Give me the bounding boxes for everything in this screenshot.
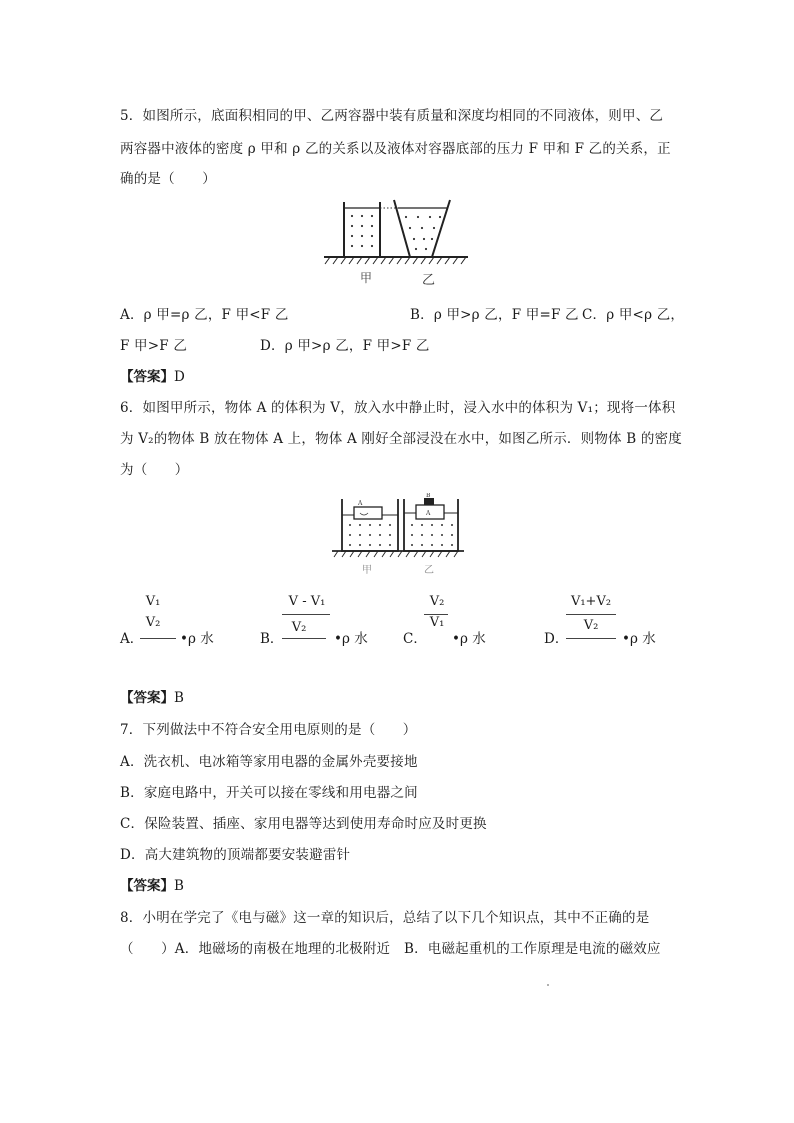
- q6-figure-floating-blocks: [330, 493, 466, 577]
- answer-label: 【答案】: [120, 690, 174, 706]
- q7-option-d: D．高大建筑物的顶端都要安装避雷针: [120, 847, 351, 863]
- answer-label: 【答案】: [120, 369, 174, 385]
- q5-option-c: C．ρ 甲<ρ 乙，: [582, 307, 685, 323]
- fraction-bar: [140, 638, 176, 639]
- q6-fig-block-a-label: A: [358, 500, 363, 507]
- q6-answer: [120, 686, 184, 706]
- q6-option-d-fraction: [566, 594, 622, 642]
- fraction-bar: [566, 614, 616, 615]
- q5-answer: [120, 365, 185, 385]
- q6-fig-block-a2-label: A: [426, 510, 431, 517]
- answer-value: D: [174, 369, 185, 385]
- q7-answer: [120, 874, 184, 894]
- q6-option-d-letter: D．: [544, 631, 569, 647]
- fraction-denominator: V₁: [429, 615, 445, 630]
- q7-option-a: A．洗衣机、电冰箱等家用电器的金属外壳要接地: [120, 754, 418, 770]
- q6-stem-line2: 为 V₂的物体 B 放在物体 A 上，物体 A 刚好全部浸没在水中，如图乙所示．则物体 B 的密度: [120, 431, 682, 447]
- q6-option-a-tail: •ρ 水: [180, 631, 214, 647]
- answer-value: B: [174, 878, 184, 894]
- q6-stem-line3: 为（ ）: [120, 462, 189, 478]
- q6-fig-block-b-label: B: [426, 493, 431, 499]
- q5-stem-line1: 5．如图所示，底面积相同的甲、乙两容器中装有质量和深度均相同的不同液体，则甲、乙: [120, 108, 664, 124]
- answer-value: B: [174, 690, 184, 706]
- q5-figure-containers: [322, 196, 470, 288]
- fraction-numerator: V₁: [145, 594, 161, 609]
- q6-option-a-fraction: [140, 594, 166, 642]
- q6-option-c-letter: C．: [403, 631, 427, 647]
- q6-option-b-letter: B．: [260, 631, 284, 647]
- q5-fig-label-yi: 乙: [422, 273, 436, 288]
- q6-fig-label-yi: 乙: [424, 565, 434, 576]
- q6-stem-line1: 6．如图甲所示，物体 A 的体积为 V，放入水中静止时，浸入水中的体积为 V₁；现将一体积: [120, 400, 676, 416]
- fraction-numerator: V - V₁: [288, 594, 326, 609]
- q6-option-d-tail: •ρ 水: [622, 631, 656, 647]
- fraction-underline: [282, 638, 326, 639]
- q8-stem-line1: 8．小明在学完了《电与磁》这一章的知识后，总结了以下几个知识点，其中不正确的是: [120, 910, 650, 926]
- q5-stem-line3: 确的是（ ）: [120, 171, 216, 187]
- stray-mark: [547, 984, 549, 986]
- q6-option-b-tail: •ρ 水: [334, 631, 368, 647]
- q5-option-b: B．ρ 甲>ρ 乙，F 甲=F 乙: [410, 307, 579, 323]
- fraction-underline: [566, 638, 616, 639]
- q6-option-a-letter: A．: [120, 631, 144, 647]
- q7-option-b: B．家庭电路中，开关可以接在零线和用电器之间: [120, 785, 418, 801]
- fraction-denominator: V₂: [291, 620, 307, 635]
- q5-option-c-cont: F 甲>F 乙: [120, 338, 188, 354]
- q5-fig-label-jia: 甲: [360, 271, 373, 285]
- q5-option-d: D．ρ 甲>ρ 乙，F 甲>F 乙: [260, 338, 430, 354]
- q7-option-c: C．保险装置、插座、家用电器等达到使用寿命时应及时更换: [120, 816, 487, 832]
- fraction-denominator: V₂: [583, 618, 599, 633]
- fraction-numerator: V₁+V₂: [570, 594, 612, 609]
- answer-label: 【答案】: [120, 878, 174, 894]
- fraction-bar: [282, 614, 330, 615]
- q8-stem-line2: （ ）A．地磁场的南极在地理的北极附近 B．电磁起重机的工作原理是电流的磁效应: [120, 941, 661, 957]
- q6-option-b-fraction: [282, 594, 338, 642]
- q6-option-c-tail: •ρ 水: [452, 631, 486, 647]
- q6-fig-label-jia: 甲: [362, 565, 372, 576]
- q7-stem: 7．下列做法中不符合安全用电原则的是（ ）: [120, 722, 417, 738]
- fraction-denominator: V₂: [145, 615, 161, 630]
- fraction-numerator: V₂: [429, 594, 445, 609]
- q6-option-c-fraction: [424, 594, 450, 642]
- q5-option-a: A．ρ 甲=ρ 乙，F 甲<F 乙: [120, 307, 289, 323]
- q5-stem-line2: 两容器中液体的密度 ρ 甲和 ρ 乙的关系以及液体对容器底部的压力 F 甲和 F 乙的关系，正: [120, 141, 671, 157]
